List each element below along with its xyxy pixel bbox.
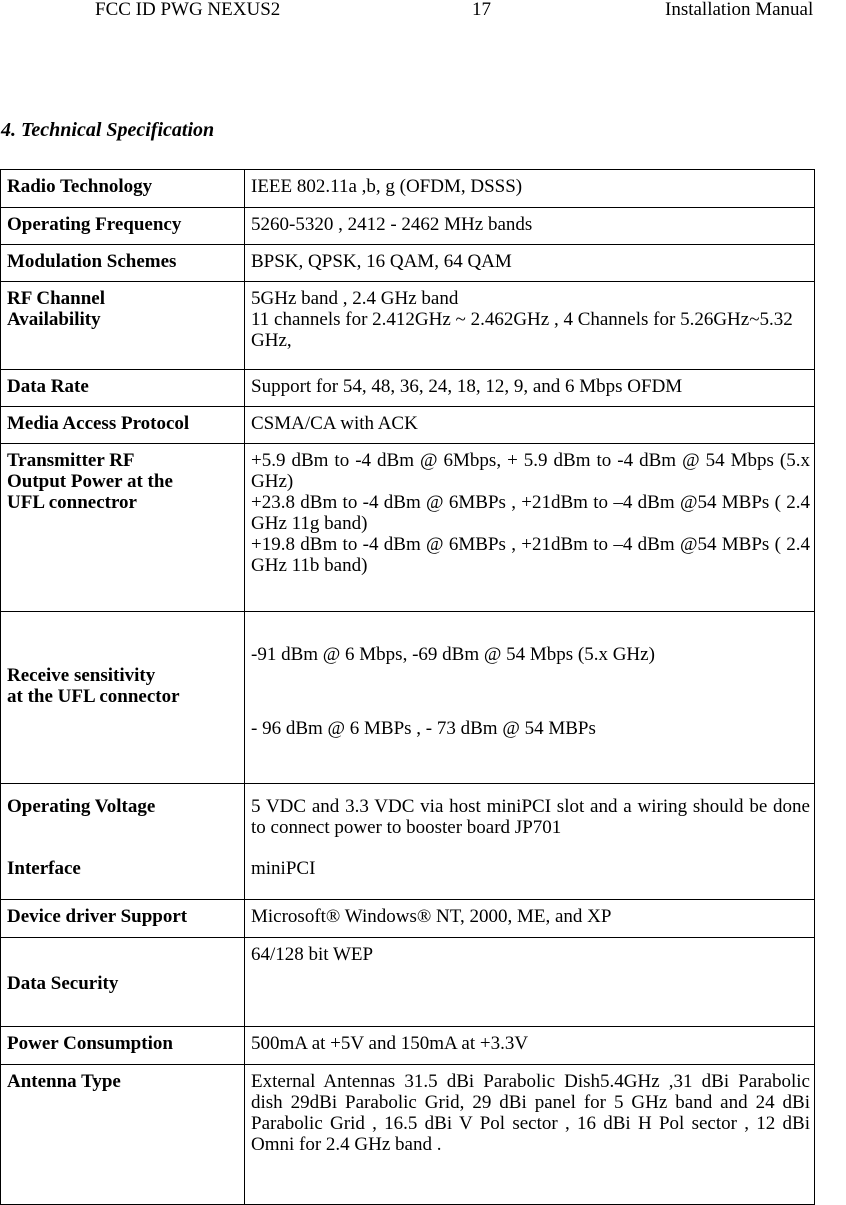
spec-value: External Antennas 31.5 dBi Parabolic Dish5.4GHz ,31 dBi Parabolic dish 29dBi Parabolic Grid, 29 dBi panel for 5 GHz band and 24 dBi Parabolic Grid , 16.5 dBi V Pol sector , 16 dBi H Pol sector , 12 dBi Omni for 2.4 GHz band . [245, 1065, 815, 1205]
spec-label-line: Availability [7, 309, 101, 330]
spec-label: Media Access Protocol [1, 407, 245, 444]
spec-value-line: 11 channels for 2.412GHz ~ 2.462GHz , 4 Channels for 5.26GHz~5.32 GHz, [251, 309, 793, 351]
spec-label: Radio Technology [1, 170, 245, 208]
header-page-number: 17 [472, 0, 491, 20]
spec-row-modulation-schemes [1, 245, 815, 282]
header-doc-title: Installation Manual [665, 0, 814, 20]
spec-value: CSMA/CA with ACK [245, 407, 815, 444]
spec-value-line: +23.8 dBm to -4 dBm @ 6MBPs , +21dBm to –4 dBm @54 MBPs ( 2.4 GHz 11g band) [251, 492, 810, 534]
spec-label-line: Output Power at the [7, 471, 173, 492]
spec-row-operating-frequency [1, 208, 815, 245]
spec-label: Data Rate [1, 370, 245, 407]
spec-value [245, 784, 815, 900]
interface-label: Interface [7, 858, 81, 879]
spec-label: Power Consumption [1, 1027, 245, 1065]
spec-value-line: 5GHz band , 2.4 GHz band [251, 288, 459, 309]
spec-value-line: - 96 dBm @ 6 MBPs , - 73 dBm @ 54 MBPs [251, 718, 596, 739]
spec-label: Operating Frequency [1, 208, 245, 245]
section-title: 4. Technical Specification [1, 119, 215, 141]
spec-label [1, 282, 245, 370]
spec-value-line: 5 VDC and 3.3 VDC via host miniPCI slot and a wiring should be done to connect power to booster board JP701 [251, 796, 810, 838]
interface-value: miniPCI [251, 858, 316, 879]
spec-row-radio-technology [1, 170, 815, 208]
spec-value: 5260-5320 , 2412 - 2462 MHz bands [245, 208, 815, 245]
spec-label-line: Receive sensitivity [7, 664, 156, 686]
spec-label-line: at the UFL connector [7, 685, 180, 707]
spec-label: Antenna Type [1, 1065, 245, 1205]
spec-value [245, 444, 815, 612]
spec-value-line: +5.9 dBm to -4 dBm @ 6Mbps, + 5.9 dBm to -4 dBm @ 54 Mbps (5.x GHz) [251, 450, 810, 492]
spec-label: Device driver Support [1, 900, 245, 938]
spec-row-data-security [1, 938, 815, 1027]
spec-label-line: Transmitter RF [7, 450, 135, 471]
spec-row-rx-sensitivity [1, 612, 815, 784]
spec-row-media-access [1, 407, 815, 444]
spec-value [245, 612, 815, 784]
spec-label: Modulation Schemes [1, 245, 245, 282]
spec-value [245, 282, 815, 370]
spec-label: Data Security [1, 938, 245, 1027]
spec-row-data-rate [1, 370, 815, 407]
spec-row-power-consumption [1, 1027, 815, 1065]
spec-value: Microsoft® Windows® NT, 2000, ME, and XP [245, 900, 815, 938]
spec-row-operating-voltage [1, 784, 815, 900]
spec-value: IEEE 802.11a ,b, g (OFDM, DSSS) [245, 170, 815, 208]
spec-row-tx-power [1, 444, 815, 612]
spec-label [1, 784, 245, 900]
spec-label-line: Operating Voltage [7, 796, 156, 817]
spec-row-rf-channel [1, 282, 815, 370]
spec-value: 64/128 bit WEP [245, 938, 815, 1027]
spec-value-line: +19.8 dBm to -4 dBm @ 6MBPs , +21dBm to –4 dBm @54 MBPs ( 2.4 GHz 11b band) [251, 534, 810, 576]
spec-row-driver-support [1, 900, 815, 938]
spec-label-line: UFL connectror [7, 492, 137, 513]
spec-value: 500mA at +5V and 150mA at +3.3V [245, 1027, 815, 1065]
spec-label [1, 612, 245, 784]
spec-table [0, 169, 815, 1205]
spec-row-antenna-type [1, 1065, 815, 1205]
spec-value: BPSK, QPSK, 16 QAM, 64 QAM [245, 245, 815, 282]
spec-label [1, 444, 245, 612]
header-fcc-id: FCC ID PWG NEXUS2 [95, 0, 281, 20]
spec-value: Support for 54, 48, 36, 24, 18, 12, 9, and 6 Mbps OFDM [245, 370, 815, 407]
spec-label-line: RF Channel [7, 288, 106, 309]
spec-value-line: -91 dBm @ 6 Mbps, -69 dBm @ 54 Mbps (5.x GHz) [251, 644, 655, 665]
